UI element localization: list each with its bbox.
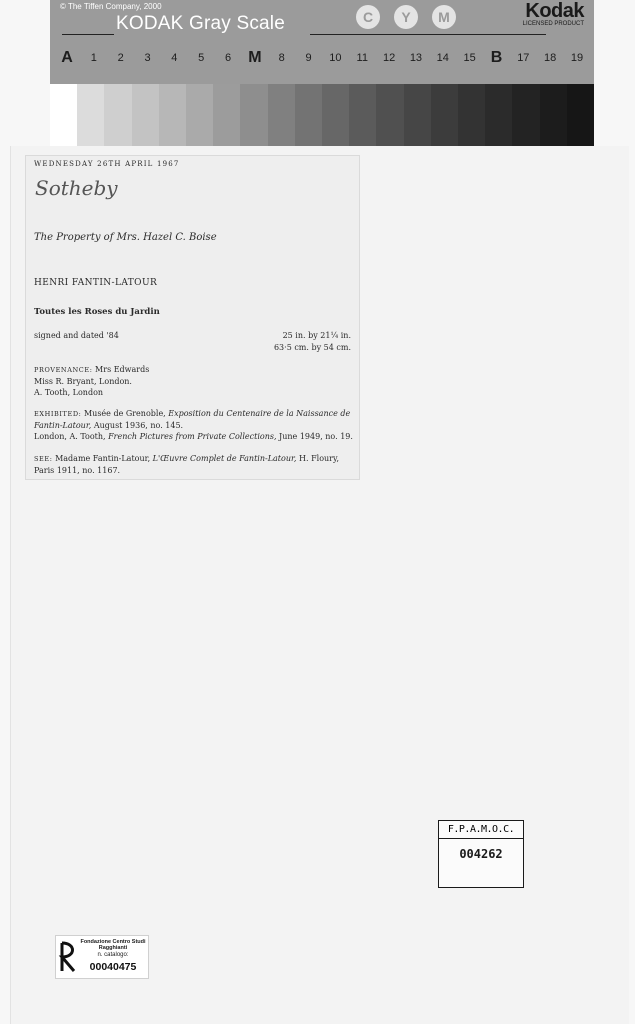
yellow-circle: Y xyxy=(394,5,418,29)
see-block xyxy=(34,453,354,476)
stamp-title: F.P.A.M.O.C. xyxy=(439,821,523,839)
scale-label-14: 14 xyxy=(436,52,449,64)
work-title: Toutes les Roses du Jardin xyxy=(34,307,160,317)
exhibited-title: French Pictures from Private Collections, xyxy=(108,432,277,441)
exhibited-title: Exposition du Centenaire de la Naissance de Fantin-Latour, xyxy=(34,409,351,430)
gray-patch xyxy=(159,84,186,146)
see-label: SEE: xyxy=(34,455,53,463)
scale-label-13: 13 xyxy=(409,52,423,64)
sale-date: WEDNESDAY 26TH APRIL 1967 xyxy=(34,160,180,168)
signed-line: signed and dated '84 xyxy=(34,331,119,340)
inventory-stamp xyxy=(438,820,524,888)
scale-label-b: B xyxy=(490,49,503,66)
scale-label-12: 12 xyxy=(382,52,396,64)
exhibited-block xyxy=(34,408,354,442)
scale-label-a: A xyxy=(61,49,73,66)
exhibited-label: EXHIBITED: xyxy=(34,410,82,418)
gray-patch xyxy=(404,84,431,146)
gray-patch xyxy=(322,84,349,146)
exhibited-text: Musée de Grenoble, xyxy=(83,409,166,418)
see-text: Madame Fantin-Latour, xyxy=(55,454,151,463)
provenance-label: PROVENANCE: xyxy=(34,366,93,374)
scale-label-18: 18 xyxy=(544,52,557,64)
provenance-line: Miss R. Bryant, London. xyxy=(34,377,132,386)
stamp-number: 004262 xyxy=(459,847,503,861)
gray-patch xyxy=(295,84,322,146)
gray-patch xyxy=(349,84,376,146)
gray-patch xyxy=(50,84,77,146)
scale-label-6: 6 xyxy=(224,52,232,64)
gray-patch xyxy=(485,84,512,146)
catalog-caption: n. catalogo: xyxy=(97,952,129,958)
kodak-logo: Kodak xyxy=(525,0,584,22)
kodak-gray-scale-strip xyxy=(50,0,594,146)
scale-label-5: 5 xyxy=(198,52,205,64)
magenta-circle: M xyxy=(432,5,456,29)
scale-label-2: 2 xyxy=(117,52,124,64)
gray-patch xyxy=(376,84,403,146)
gray-patch xyxy=(77,84,104,146)
cyan-circle: C xyxy=(356,5,380,29)
scale-label-m: M xyxy=(248,49,262,66)
scale-label-19: 19 xyxy=(570,52,584,64)
scale-label-4: 4 xyxy=(171,52,178,64)
exhibited-text: London, A. Tooth, xyxy=(34,432,106,441)
scale-label-1: 1 xyxy=(90,52,97,64)
gray-patch xyxy=(240,84,267,146)
exhibited-text: August 1936, no. 145. xyxy=(93,421,184,430)
dimensions-inches: 25 in. by 21¼ in. xyxy=(282,331,351,340)
provenance-line: Mrs Edwards xyxy=(95,365,150,374)
catalogue-label xyxy=(55,935,149,979)
scale-label-15: 15 xyxy=(463,52,476,64)
gray-patch xyxy=(132,84,159,146)
dimensions-cm: 63·5 cm. by 54 cm. xyxy=(273,343,351,352)
gray-patch xyxy=(104,84,131,146)
gray-patch xyxy=(567,84,594,146)
catalog-number: 00040475 xyxy=(89,961,137,973)
organization-name: Fondazione Centro Studi Ragghianti xyxy=(80,939,146,951)
gray-patch xyxy=(268,84,295,146)
property-line: The Property of Mrs. Hazel C. Boise xyxy=(34,232,217,243)
gray-patch xyxy=(458,84,485,146)
gray-scale-title: KODAK Gray Scale xyxy=(116,13,285,34)
gray-patch xyxy=(186,84,213,146)
provenance-block xyxy=(34,364,354,398)
gray-patch xyxy=(213,84,240,146)
scale-labels xyxy=(50,49,594,74)
title-rule-left xyxy=(62,34,114,35)
see-title: L'Œuvre Complet de Fantin-Latour, xyxy=(152,454,297,463)
fondazione-logo-icon xyxy=(58,939,80,975)
gray-patch xyxy=(540,84,567,146)
title-rule-right xyxy=(310,34,546,35)
scale-label-9: 9 xyxy=(305,52,312,64)
provenance-line: A. Tooth, London xyxy=(34,388,104,397)
gray-patch xyxy=(431,84,458,146)
licensed-product-text: LICENSED PRODUCT xyxy=(522,21,584,27)
gray-patch xyxy=(512,84,539,146)
scale-label-10: 10 xyxy=(329,52,342,64)
handwritten-annotation: Sotheby xyxy=(35,176,118,200)
scale-label-3: 3 xyxy=(144,52,151,64)
exhibited-text: June 1949, no. 19. xyxy=(279,432,353,441)
scale-label-11: 11 xyxy=(356,52,368,64)
catalogue-clipping xyxy=(25,155,360,480)
artist-name: HENRI FANTIN-LATOUR xyxy=(34,278,158,288)
copyright-text: © The Tiffen Company, 2000 xyxy=(60,2,162,11)
scale-label-17: 17 xyxy=(517,52,530,64)
see-text: H. Floury, Paris 1911, no. 1167. xyxy=(34,454,339,475)
gray-scale-header xyxy=(50,0,594,84)
scale-label-8: 8 xyxy=(278,52,285,64)
gray-patches xyxy=(50,84,594,146)
